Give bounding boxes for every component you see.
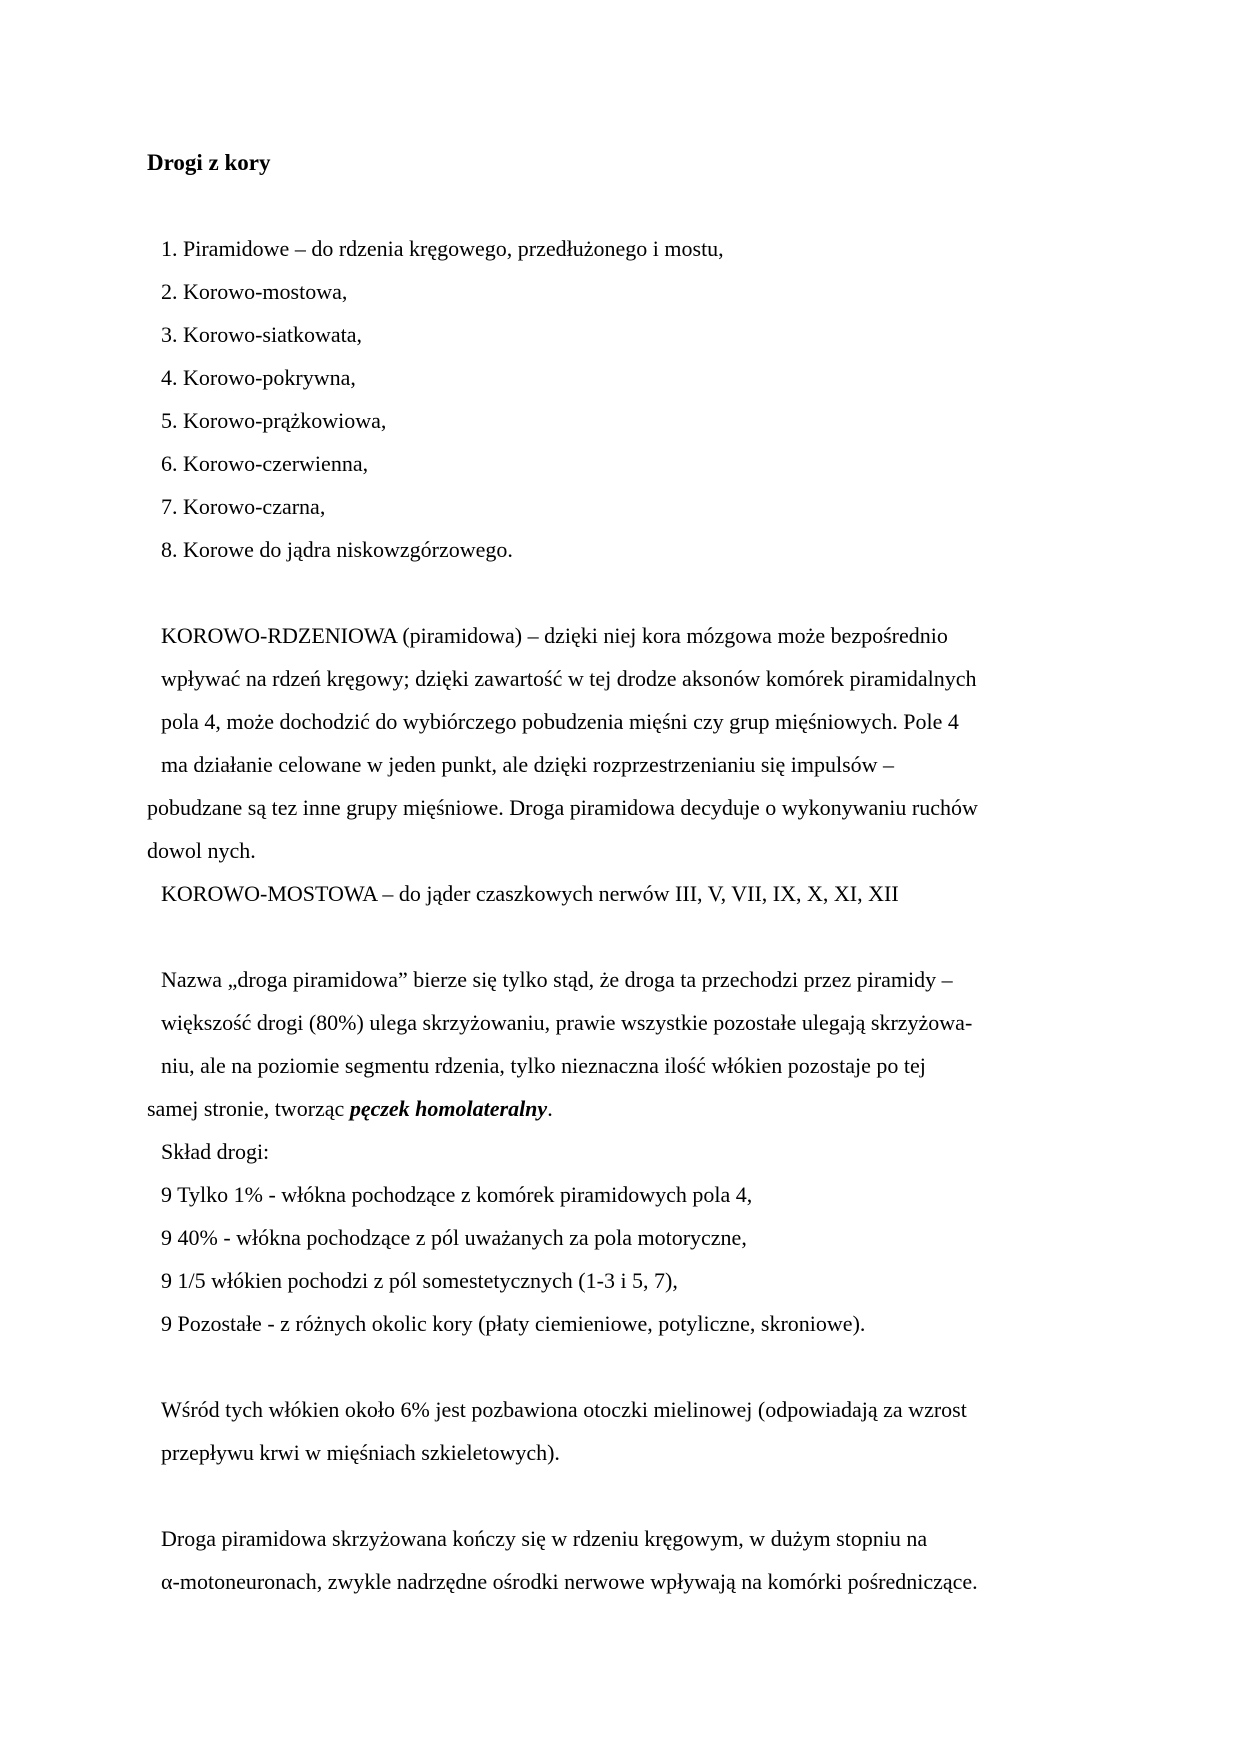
paragraph-line: większość drogi (80%) ulega skrzyżowaniu, prawie wszystkie pozostałe ulegają skrzyżowa- [161, 1010, 973, 1035]
paragraph-line: pola 4, może dochodzić do wybiórczego pobudzenia mięśni czy grup mięśniowych. Pole 4 [161, 709, 959, 734]
list-item: 7. Korowo-czarna, [161, 494, 326, 519]
list-item: 8. Korowe do jądra niskowzgórzowego. [161, 537, 513, 562]
list-item: 1. Piramidowe – do rdzenia kręgowego, przedłużonego i mostu, [161, 236, 724, 261]
paragraph-line: KOROWO-MOSTOWA – do jąder czaszkowych nerwów III, V, VII, IX, X, XI, XII [161, 881, 899, 906]
text-span: samej stronie, tworząc [147, 1096, 350, 1121]
section-heading: Skład drogi: [161, 1139, 270, 1164]
list-item: 9 Pozostałe - z różnych okolic kory (płaty ciemieniowe, potyliczne, skroniowe). [161, 1311, 866, 1336]
list-item: 6. Korowo-czerwienna, [161, 451, 369, 476]
list-item: 5. Korowo-prążkowiowa, [161, 408, 387, 433]
italic-term: pęczek homolateralny [349, 1096, 548, 1121]
list-item: 9 Tylko 1% - włókna pochodzące z komórek piramidowych pola 4, [161, 1182, 753, 1207]
paragraph-line: dowol nych. [147, 838, 256, 863]
paragraph-line: Droga piramidowa skrzyżowana kończy się w rdzeniu kręgowym, w dużym stopniu na [161, 1526, 928, 1551]
paragraph-line: α-motoneuronach, zwykle nadrzędne ośrodki nerwowe wpływają na komórki pośredniczące. [161, 1569, 978, 1594]
paragraph-line: Wśród tych włókien około 6% jest pozbawiona otoczki mielinowej (odpowiadają za wzrost [161, 1397, 967, 1422]
paragraph-line: Nazwa „droga piramidowa” bierze się tylko stąd, że droga ta przechodzi przez piramidy – [161, 967, 953, 992]
paragraph-line: pobudzane są tez inne grupy mięśniowe. Droga piramidowa decyduje o wykonywaniu ruchów [147, 795, 978, 820]
paragraph-line: KOROWO-RDZENIOWA (piramidowa) – dzięki niej kora mózgowa może bezpośrednio [161, 623, 948, 648]
list-item: 2. Korowo-mostowa, [161, 279, 348, 304]
list-item: 9 1/5 włókien pochodzi z pól somestetycznych (1-3 i 5, 7), [161, 1268, 678, 1293]
document-title: Drogi z kory [147, 150, 271, 175]
paragraph-line: niu, ale na poziomie segmentu rdzenia, tylko nieznaczna ilość włókien pozostaje po tej [161, 1053, 926, 1078]
paragraph-line: ma działanie celowane w jeden punkt, ale dzięki rozprzestrzenianiu się impulsów – [161, 752, 895, 777]
paragraph-line: przepływu krwi w mięśniach szkieletowych). [161, 1440, 560, 1465]
list-item: 4. Korowo-pokrywna, [161, 365, 356, 390]
paragraph-line: wpływać na rdzeń kręgowy; dzięki zawartość w tej drodze aksonów komórek piramidalnych [161, 666, 977, 691]
paragraph-line [147, 1096, 553, 1122]
text-span: . [547, 1096, 553, 1121]
list-item: 3. Korowo-siatkowata, [161, 322, 363, 347]
list-item: 9 40% - włókna pochodzące z pól uważanych za pola motoryczne, [161, 1225, 747, 1250]
